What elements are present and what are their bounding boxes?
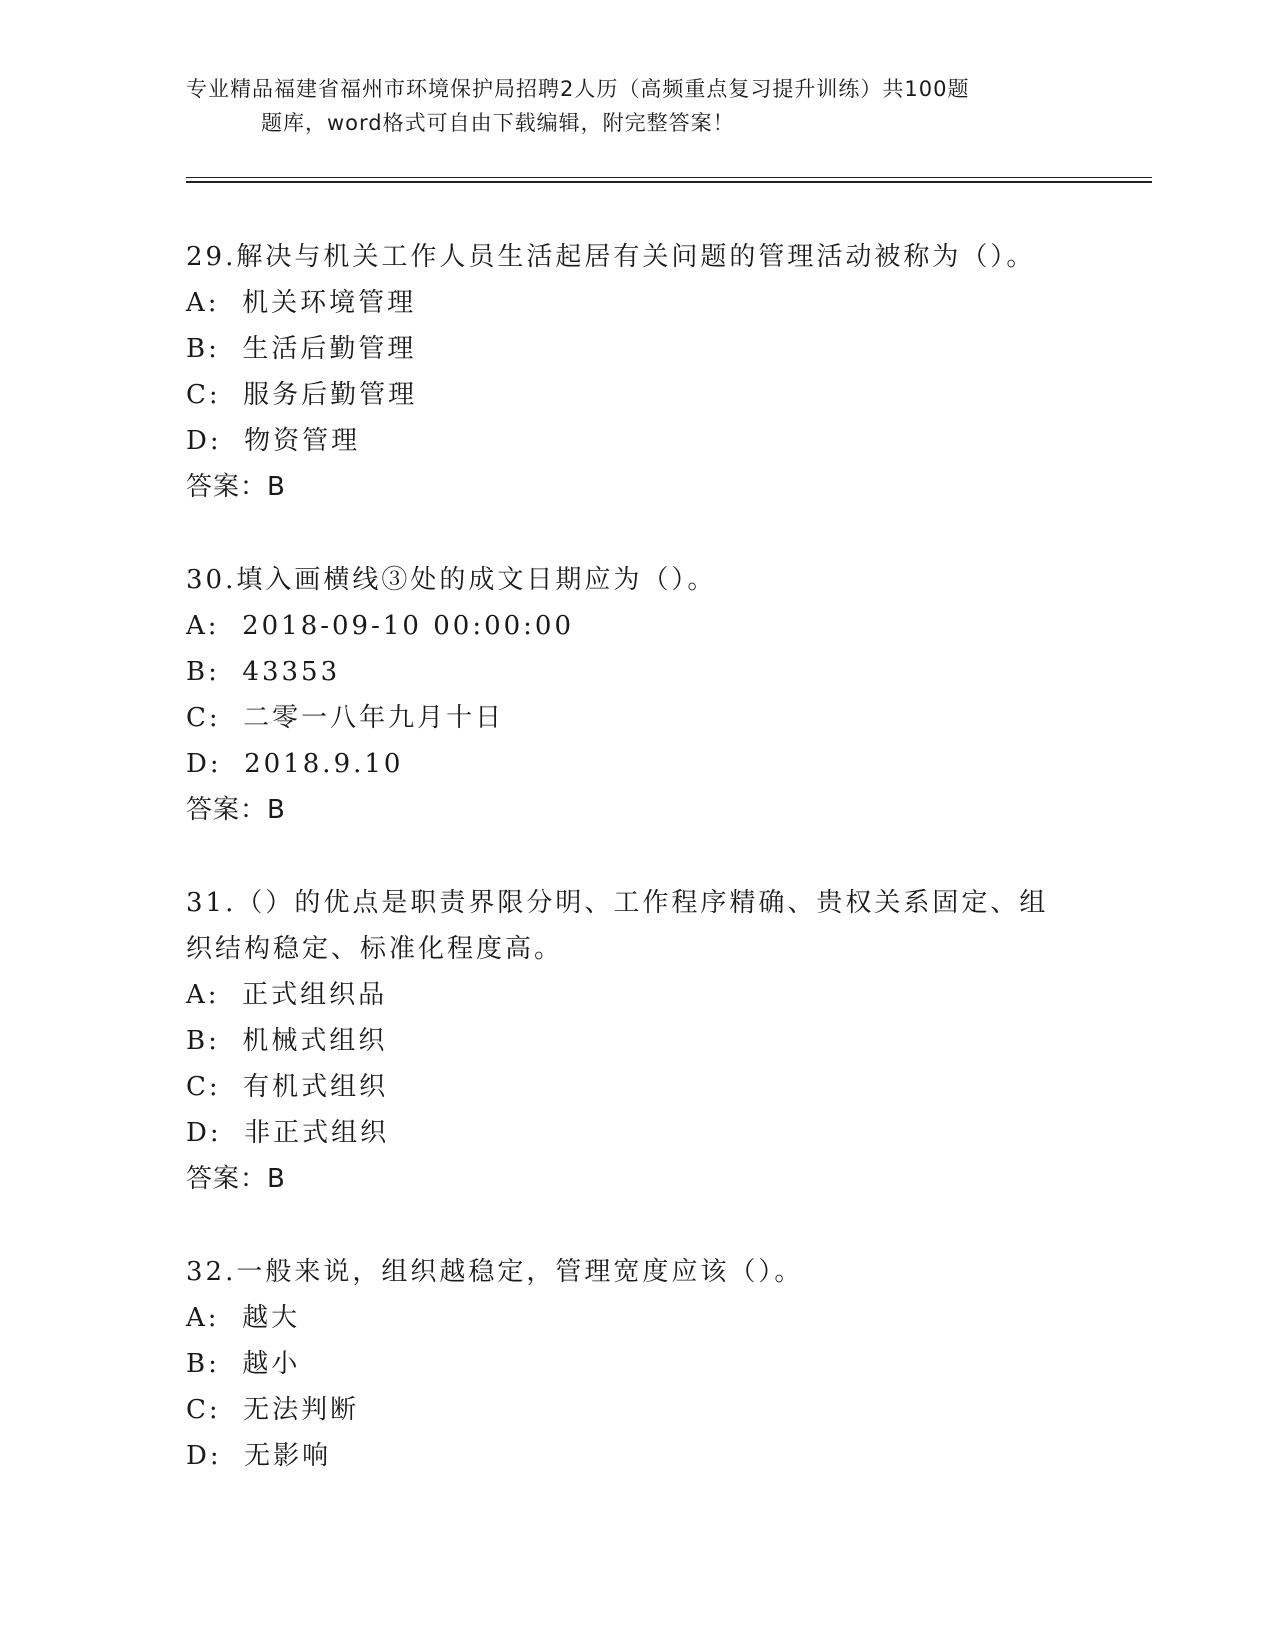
option-c: C: 有机式组织 — [186, 1072, 389, 1102]
question-31 — [186, 880, 1086, 1202]
option-b: B: 越小 — [186, 1349, 301, 1379]
answer: 答案：B — [186, 1164, 286, 1194]
question-30 — [186, 557, 1086, 833]
option-b: B: 机械式组织 — [186, 1026, 388, 1056]
question-29 — [186, 234, 1086, 510]
option-d: D: 非正式组织 — [186, 1118, 390, 1148]
header-divider-thick — [186, 181, 1152, 183]
header-title-line2: 题库，word格式可自由下载编辑，附完整答案！ — [261, 111, 735, 135]
option-a: A: 机关环境管理 — [186, 288, 417, 318]
option-a: A: 正式组织品 — [186, 980, 388, 1010]
option-a: A: 2018-09-10 00:00:00 — [186, 611, 575, 641]
option-b: B: 生活后勤管理 — [186, 334, 417, 364]
option-a: A: 越大 — [186, 1303, 301, 1333]
document-header — [186, 72, 1086, 140]
question-stem: 29.解决与机关工作人员生活起居有关问题的管理活动被称为（）。 — [186, 242, 1036, 272]
option-c: C: 无法判断 — [186, 1395, 360, 1425]
answer: 答案：B — [186, 472, 286, 502]
option-d: D: 物资管理 — [186, 426, 361, 456]
question-stem: 32.一般来说，组织越稳定，管理宽度应该（）。 — [186, 1257, 804, 1287]
option-c: C: 服务后勤管理 — [186, 380, 418, 410]
option-d: D: 无影响 — [186, 1441, 332, 1471]
question-stem: 30.填入画横线③处的成文日期应为（）。 — [186, 565, 717, 595]
option-c: C: 二零一八年九月十日 — [186, 703, 505, 733]
option-b: B: 43353 — [186, 657, 341, 687]
question-stem: 31.（）的优点是职责界限分明、工作程序精确、贵权关系固定、组织结构稳定、标准化程度高。 — [186, 888, 1049, 964]
header-title-line1: 专业精品福建省福州市环境保护局招聘2人历（高频重点复习提升训练）共100题 — [186, 77, 970, 101]
answer: 答案：B — [186, 795, 286, 825]
question-32 — [186, 1249, 1086, 1479]
question-list — [186, 234, 1086, 1479]
option-d: D: 2018.9.10 — [186, 749, 404, 779]
header-divider-thin — [186, 177, 1152, 178]
